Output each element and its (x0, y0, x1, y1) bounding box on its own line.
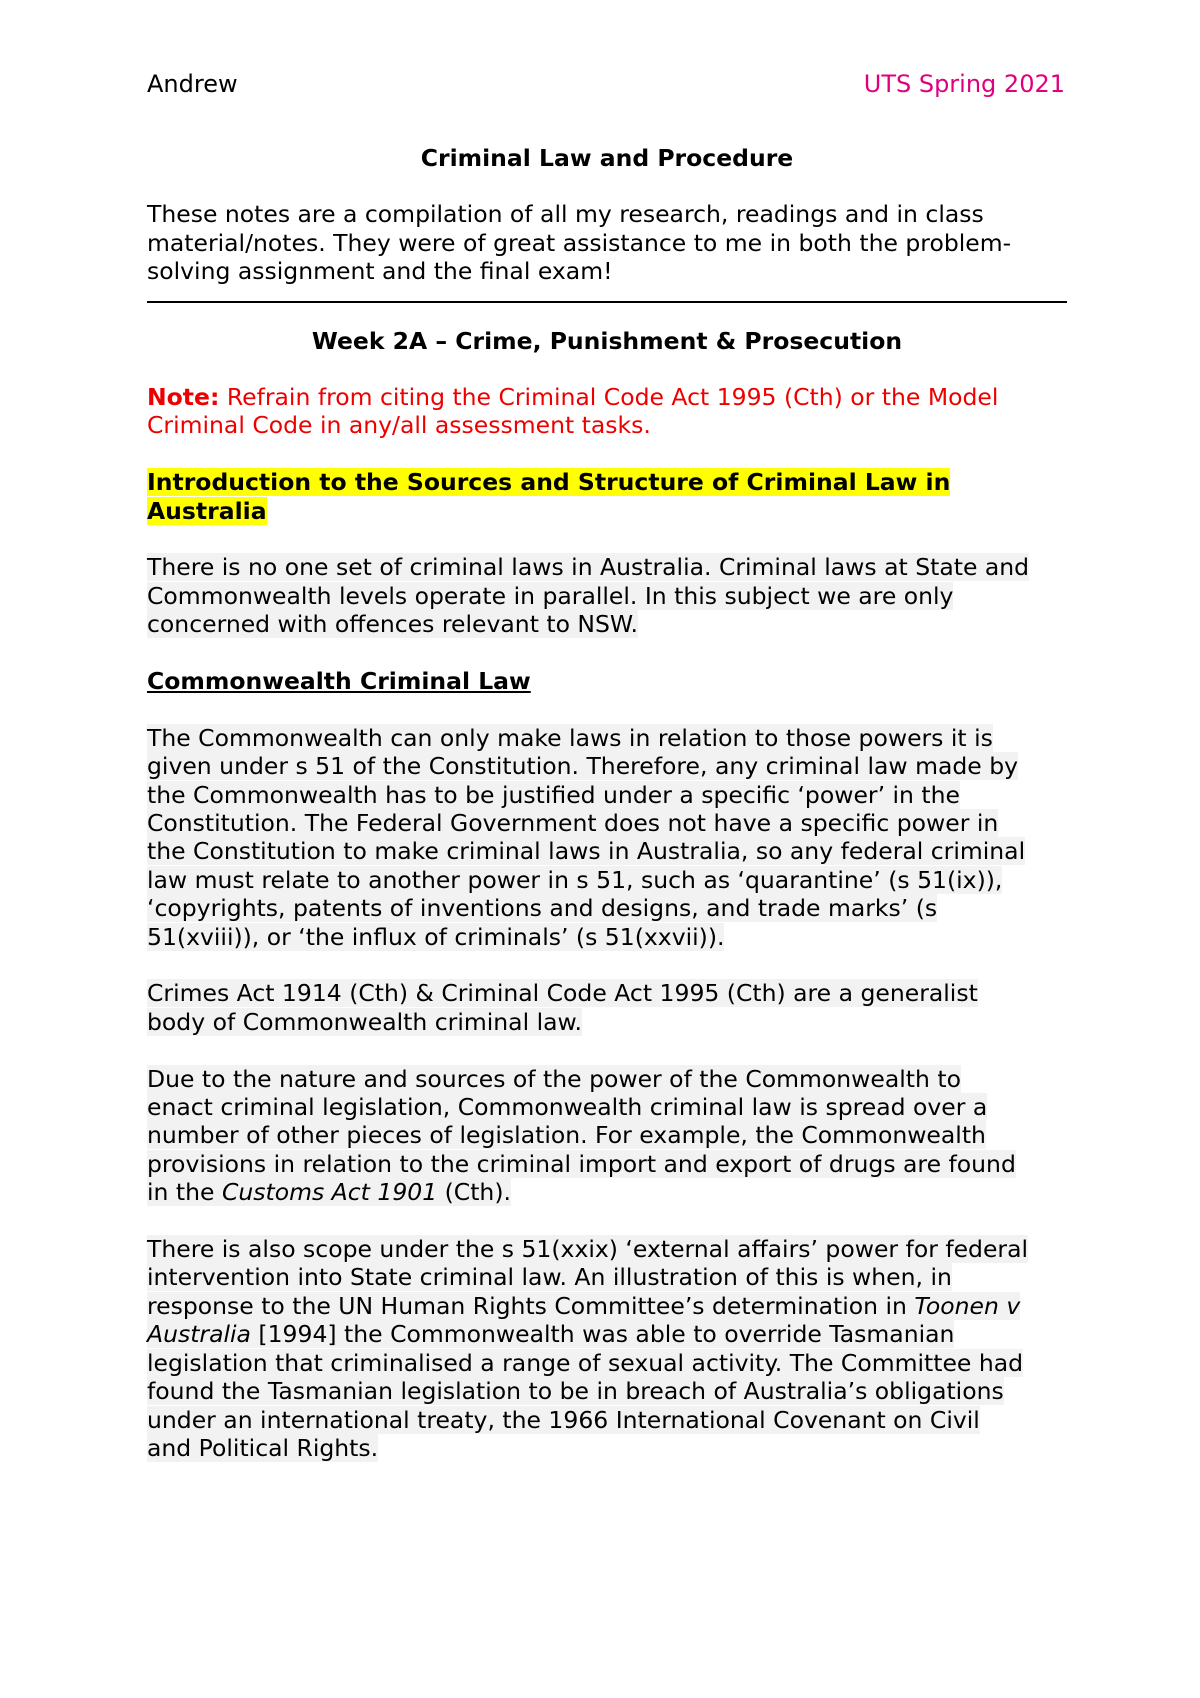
paragraph-line: enact criminal legislation, Commonwealth criminal law is spread over a (147, 1093, 988, 1122)
case-name: Australia (147, 1320, 251, 1349)
paragraph-commonwealth-powers (147, 724, 1067, 951)
paragraph-line: The Commonwealth can only make laws in relation to those powers it is (147, 723, 993, 752)
section-heading-line: Introduction to the Sources and Structure of Criminal Law in (147, 468, 951, 497)
horizontal-divider (147, 301, 1067, 303)
header-term: UTS Spring 2021 (863, 70, 1065, 98)
paragraph-line: Commonwealth levels operate in parallel. In this subject we are only (147, 581, 954, 610)
paragraph-line: ‘copyrights, patents of inventions and designs, and trade marks’ (s (147, 894, 938, 923)
section-heading (147, 468, 1067, 525)
paragraph-line: body of Commonwealth criminal law. (147, 1007, 583, 1036)
note-line (147, 383, 1067, 411)
paragraph-line: There is no one set of criminal laws in Australia. Criminal laws at State and (147, 553, 1030, 582)
paragraph-line: found the Tasmanian legislation to be in breach of Australia’s obligations (147, 1377, 1004, 1406)
paragraph-no-one-set (147, 553, 1067, 638)
paragraph-line: and Political Rights. (147, 1433, 379, 1462)
paragraph-line: given under s 51 of the Constitution. Therefore, any criminal law made by (147, 752, 1019, 781)
paragraph-line: under an international treaty, the 1966 International Covenant on Civil (147, 1405, 980, 1434)
paragraph-line: law must relate to another power in s 51, such as ‘quarantine’ (s 51(ix)), (147, 865, 1003, 894)
paragraph-line: Australia [1994] the Commonwealth was able to override Tasmanian (147, 1320, 955, 1349)
subheading-commonwealth: Commonwealth Criminal Law (147, 667, 531, 696)
paragraph-line: Constitution. The Federal Government does not have a specific power in (147, 809, 999, 838)
paragraph-line: the Constitution to make criminal laws in Australia, so any federal criminal (147, 837, 1026, 866)
statute-name: Customs Act 1901 (221, 1178, 438, 1207)
paragraph-line: legislation that criminalised a range of sexual activity. The Committee had (147, 1348, 1024, 1377)
paragraph-line: response to the UN Human Rights Committee’s determination in Toonen v (147, 1291, 1021, 1320)
week-heading: Week 2A – Crime, Punishment & Prosecution (311, 326, 903, 355)
intro-line: material/notes. They were of great assistance to me in both the problem- (147, 228, 1012, 257)
paragraph-line: number of other pieces of legislation. For example, the Commonwealth (147, 1121, 986, 1150)
paragraph-crimes-act (147, 979, 1067, 1036)
paragraph-line: Due to the nature and sources of the power of the Commonwealth to (147, 1064, 961, 1093)
header-author: Andrew (147, 70, 238, 98)
paragraph-line: provisions in relation to the criminal import and export of drugs are found (147, 1149, 1016, 1178)
intro-line: These notes are a compilation of all my research, readings and in class (147, 200, 984, 229)
document-title: Criminal Law and Procedure (420, 144, 794, 172)
note-label: Note: (147, 383, 220, 411)
paragraph-line: in the Customs Act 1901 (Cth). (147, 1178, 511, 1207)
intro-paragraph (147, 200, 1067, 285)
case-name: Toonen v (914, 1291, 1021, 1320)
paragraph-nature-of-power (147, 1065, 1067, 1207)
paragraph-external-affairs (147, 1235, 1067, 1462)
note-text: Refrain from citing the Criminal Code Act 1995 (Cth) or the Model (219, 383, 999, 411)
paragraph-line: concerned with offences relevant to NSW. (147, 610, 638, 639)
paragraph-line: the Commonwealth has to be justified under a specific ‘power’ in the (147, 780, 960, 809)
note-line: Criminal Code in any/all assessment tasks. (147, 411, 651, 440)
paragraph-line: Crimes Act 1914 (Cth) & Criminal Code Act 1995 (Cth) are a generalist (147, 979, 978, 1008)
paragraph-line: There is also scope under the s 51(xxix) ‘external affairs’ power for federal (147, 1235, 1029, 1264)
note-paragraph (147, 383, 1067, 440)
intro-line: solving assignment and the final exam! (147, 257, 613, 286)
section-heading-line: Australia (147, 496, 267, 525)
document-body (147, 144, 1067, 1462)
paragraph-line: 51(xviii)), or ‘the influx of criminals’ (s 51(xxvii)). (147, 922, 725, 951)
paragraph-line: intervention into State criminal law. An illustration of this is when, in (147, 1263, 952, 1292)
